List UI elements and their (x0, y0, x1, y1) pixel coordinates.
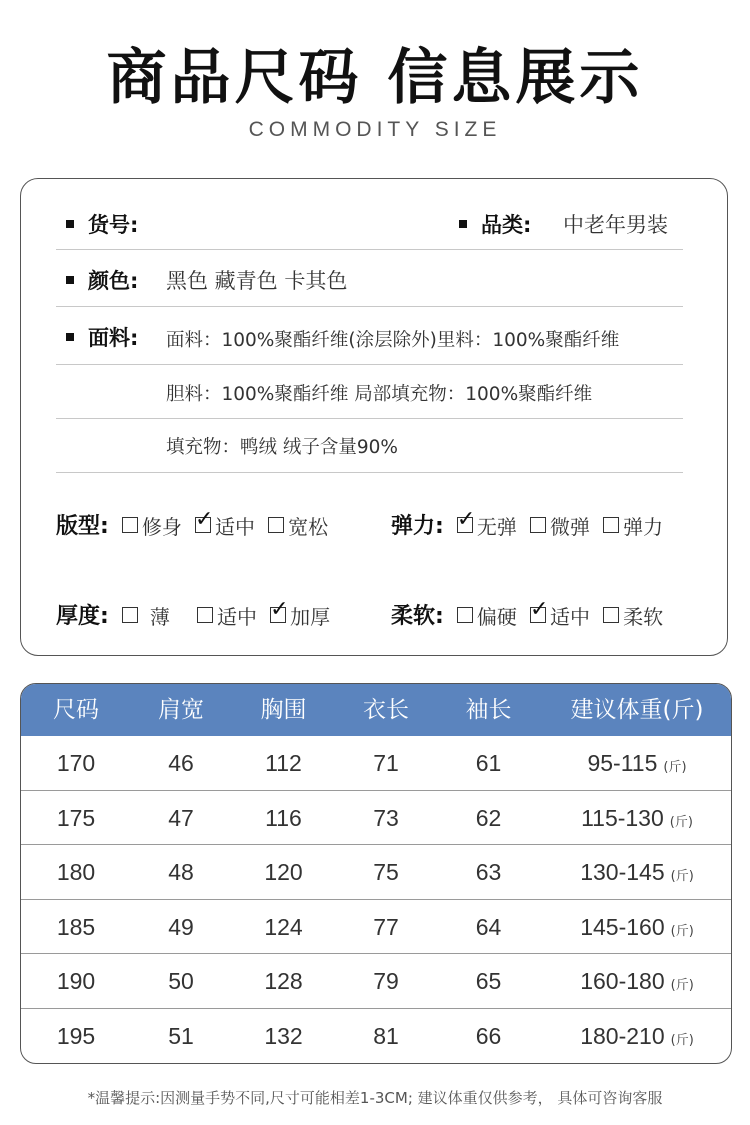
table-cell: 180-210 (斤) (580, 1022, 694, 1049)
checkbox-icon (530, 517, 546, 533)
table-cell: 95-115 (斤) (587, 750, 687, 776)
fabric-row-3 (56, 419, 683, 473)
table-cell: 120 (264, 859, 303, 885)
softness-option-soft[interactable]: 柔软 (603, 601, 663, 630)
header-sleeve: 袖长 (465, 697, 512, 723)
table-cell: 185 (56, 913, 96, 940)
thickness-options (56, 599, 330, 630)
item-no-row (56, 197, 683, 250)
table-cell: 190 (56, 968, 96, 994)
stretch-option-none[interactable]: ✓ 无弹 (457, 511, 517, 540)
fit-label: 版型: (56, 514, 109, 539)
table-cell: 170 (56, 750, 96, 776)
size-table (20, 683, 732, 1064)
checkbox-checked-icon (530, 607, 546, 623)
bullet-icon (66, 333, 74, 341)
checkbox-icon (268, 517, 284, 533)
page-title: 商品尺码 信息展示 (106, 43, 644, 113)
page-subtitle: COMMODITY SIZE (248, 118, 502, 141)
header-size: 尺码 (53, 697, 99, 723)
checkbox-icon (122, 517, 138, 533)
bullet-icon (459, 220, 467, 228)
table-cell: 112 (265, 750, 302, 776)
header-chest: 胸围 (260, 697, 307, 723)
softness-options (391, 599, 663, 630)
table-cell: 50 (168, 968, 194, 994)
table-cell: 73 (373, 804, 399, 831)
stretch-label: 弹力: (391, 514, 444, 539)
thickness-label: 厚度: (56, 604, 109, 629)
header-shoulder: 肩宽 (158, 697, 204, 723)
table-cell: 77 (373, 913, 399, 940)
header-weight: 建议体重(斤) (570, 697, 704, 723)
table-cell: 46 (168, 750, 194, 776)
fabric-line-1: 面料：100%聚酯纤维(涂层除外)里料：100%聚酯纤维 (166, 330, 620, 351)
header-length: 衣长 (363, 697, 409, 723)
checkbox-icon (603, 517, 619, 533)
checkbox-checked-icon (270, 607, 286, 623)
bullet-icon (66, 220, 74, 228)
fabric-line-3: 填充物：鸭绒 绒子含量90% (166, 437, 399, 458)
table-cell: 175 (56, 804, 96, 831)
table-cell: 195 (56, 1022, 96, 1049)
product-info-card (20, 178, 728, 656)
footnote: *温馨提示:因测量手势不同,尺寸可能相差1-3CM; 建议体重仅供参考， 具体可咨询客服 (87, 1089, 663, 1107)
fit-options (56, 509, 328, 540)
table-row (21, 900, 731, 955)
table-cell: 61 (475, 750, 502, 776)
table-row (21, 845, 731, 900)
table-cell: 62 (475, 804, 502, 831)
table-cell: 63 (475, 859, 502, 885)
weight-unit: (斤) (670, 923, 694, 939)
table-row (21, 736, 731, 791)
item-no-label: 货号: (88, 213, 139, 237)
checkbox-icon (603, 607, 619, 623)
category-value: 中老年男装 (563, 213, 668, 237)
table-cell: 48 (168, 859, 194, 885)
table-cell: 75 (373, 859, 399, 885)
thickness-option-thick[interactable]: ✓ 加厚 (270, 601, 330, 630)
table-cell: 49 (168, 913, 194, 940)
color-label: 颜色: (88, 269, 139, 293)
softness-option-medium[interactable]: ✓ 适中 (530, 601, 590, 630)
table-cell: 64 (475, 913, 502, 940)
fit-option-slim[interactable]: 修身 (122, 511, 182, 540)
color-row (56, 250, 683, 307)
fabric-label: 面料: (88, 326, 139, 350)
table-cell: 116 (265, 804, 302, 831)
weight-unit: (斤) (669, 814, 693, 830)
category-label: 品类: (481, 213, 532, 237)
size-table-header (21, 684, 731, 736)
stretch-option-slight[interactable]: 微弹 (530, 511, 590, 540)
fabric-row-2 (56, 365, 683, 419)
table-row (21, 791, 731, 846)
table-cell: 128 (264, 968, 303, 994)
table-cell: 145-160 (斤) (580, 913, 694, 940)
softness-option-firm[interactable]: 偏硬 (457, 601, 517, 630)
fabric-row-1 (56, 307, 683, 365)
fabric-line-2: 胆料：100%聚酯纤维 局部填充物：100%聚酯纤维 (166, 384, 593, 405)
table-row (21, 1009, 731, 1064)
table-cell: 51 (168, 1022, 194, 1049)
checkbox-checked-icon (457, 517, 473, 533)
thickness-option-thin[interactable]: 薄 (122, 601, 184, 630)
table-cell: 71 (373, 750, 399, 776)
fit-option-regular[interactable]: ✓ 适中 (195, 511, 255, 540)
weight-unit: (斤) (670, 1032, 694, 1048)
table-cell: 115-130 (斤) (581, 804, 693, 831)
weight-unit: (斤) (670, 869, 694, 884)
checkbox-icon (197, 607, 213, 623)
table-cell: 79 (373, 968, 399, 994)
table-cell: 47 (168, 804, 194, 831)
checkbox-icon (122, 607, 138, 623)
weight-unit: (斤) (663, 760, 687, 775)
weight-unit: (斤) (670, 978, 694, 993)
table-cell: 65 (475, 968, 502, 994)
color-value: 黑色 藏青色 卡其色 (166, 269, 348, 293)
stretch-option-stretchy[interactable]: 弹力 (603, 511, 663, 540)
table-cell: 130-145 (斤) (580, 859, 694, 885)
table-cell: 66 (475, 1022, 502, 1049)
softness-label: 柔软: (391, 604, 444, 629)
bullet-icon (66, 276, 74, 284)
table-cell: 180 (56, 859, 96, 885)
thickness-option-medium[interactable]: 适中 (197, 601, 257, 630)
table-row (21, 954, 731, 1009)
table-cell: 160-180 (斤) (580, 968, 694, 994)
table-cell: 81 (373, 1022, 399, 1049)
stretch-options (391, 509, 663, 540)
table-cell: 124 (264, 913, 303, 940)
fit-option-loose[interactable]: 宽松 (268, 511, 328, 540)
checkbox-icon (457, 607, 473, 623)
checkbox-checked-icon (195, 517, 211, 533)
table-cell: 132 (264, 1022, 303, 1049)
